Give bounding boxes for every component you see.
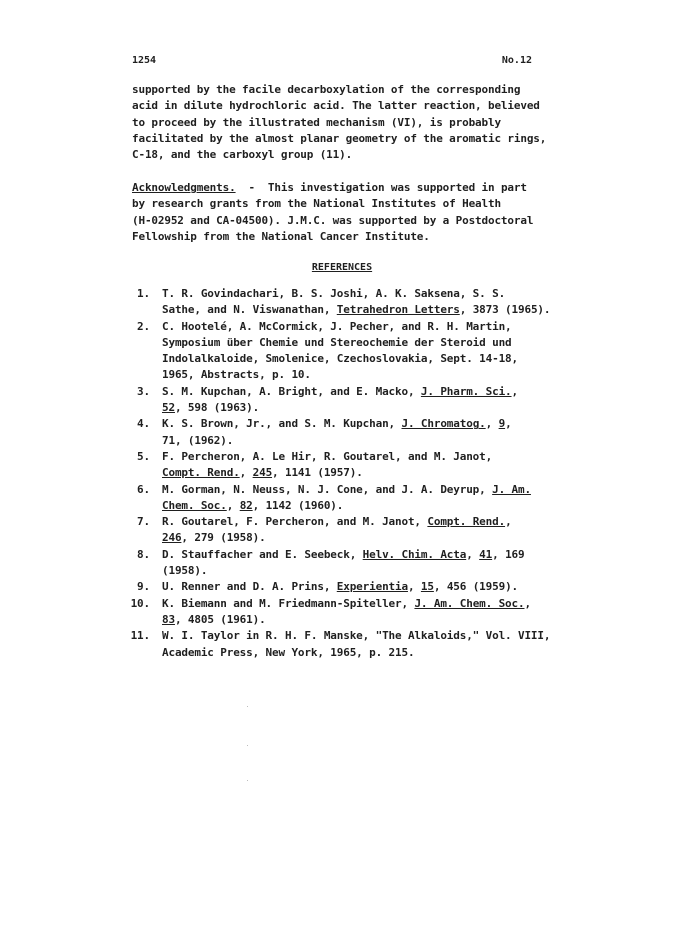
citation-source: Tetrahedron Letters: [336, 303, 460, 317]
reference-text: Indolalkaloide, Smolenice, Czechoslovakia, Sept. 14-18,: [162, 352, 518, 366]
references-title: REFERENCES: [311, 262, 373, 273]
text-line: facilitated by the almost planar geometry of the aromatic rings,: [132, 131, 547, 145]
reference-text: ,: [505, 417, 512, 431]
reference-line: [162, 482, 568, 498]
citation-source: 246: [162, 531, 182, 545]
reference-line: [162, 645, 568, 661]
reference-text: K. Biemann and M. Friedmann-Spiteller,: [162, 596, 415, 610]
reference-number: 2.: [137, 319, 150, 333]
text-line: by research grants from the National Institutes of Health: [132, 197, 501, 211]
citation-source: 83: [162, 612, 175, 626]
reference-text: C. Hootelé, A. McCormick, J. Pecher, and R. H. Martin,: [162, 319, 512, 333]
citation-source: J. Am. Chem. Soc.: [414, 596, 525, 610]
reference-text: ,: [505, 515, 512, 529]
reference-text: U. Renner and D. A. Prins,: [162, 580, 337, 594]
reference-line: [162, 400, 568, 416]
reference-item: [118, 449, 568, 482]
reference-text: , 3873 (1965).: [459, 303, 551, 317]
reference-text: D. Stauffacher and E. Seebeck,: [162, 547, 363, 561]
reference-text: M. Gorman, N. Neuss, N. J. Cone, and J. A. Deyrup,: [162, 482, 493, 496]
reference-item: [118, 628, 568, 661]
citation-source: 9: [498, 417, 506, 431]
text-line: Fellowship from the National Cancer Institute.: [132, 229, 430, 243]
reference-text: 1965, Abstracts, p. 10.: [162, 368, 311, 382]
scan-speck: [247, 780, 248, 781]
reference-text: , 1141 (1957).: [272, 466, 363, 480]
page-number: 1254: [132, 55, 157, 66]
reference-text: R. Goutarel, F. Percheron, and M. Janot,: [162, 515, 428, 529]
citation-source: 15: [420, 580, 434, 594]
reference-line: [162, 563, 568, 579]
acknowledgments-paragraph: [132, 180, 552, 245]
reference-number: 5.: [137, 449, 150, 463]
reference-text: ,: [466, 547, 480, 561]
citation-source: Compt. Rend.: [162, 466, 240, 480]
text-line: to proceed by the illustrated mechanism (VI), is probably: [132, 115, 501, 129]
citation-source: Experientia: [336, 580, 408, 594]
body-paragraph: [132, 82, 552, 163]
reference-text: (1958).: [162, 564, 208, 578]
text-line: C-18, and the carboxyl group (11).: [132, 148, 353, 162]
reference-text: , 279 (1958).: [181, 531, 266, 545]
reference-item: [118, 416, 568, 449]
reference-line: [162, 530, 568, 546]
reference-text: W. I. Taylor in R. H. F. Manske, "The Alkaloids," Vol. VIII,: [162, 629, 551, 643]
reference-line: [162, 579, 568, 595]
reference-item: [118, 384, 568, 417]
reference-number: 11.: [130, 629, 150, 643]
reference-text: K. S. Brown, Jr., and S. M. Kupchan,: [162, 417, 402, 431]
reference-text: Symposium über Chemie und Stereochemie der Steroid und: [162, 335, 512, 349]
acknowledgments-heading: Acknowledgments.: [132, 181, 236, 194]
reference-line: [162, 433, 568, 449]
citation-source: 245: [252, 466, 273, 480]
reference-number: 7.: [137, 515, 150, 529]
reference-text: ,: [239, 466, 253, 480]
reference-line: [162, 286, 568, 302]
citation-source: J. Pharm. Sci.: [420, 384, 512, 398]
reference-line: [162, 367, 568, 383]
journal-issue: No.12: [501, 55, 532, 66]
citation-source: J. Am.: [492, 482, 531, 496]
reference-text: ,: [485, 417, 499, 431]
citation-source: J. Chromatog.: [401, 417, 486, 431]
reference-line: [162, 416, 568, 432]
reference-number: 6.: [137, 482, 150, 496]
reference-text: ,: [226, 498, 240, 512]
text-line: [132, 180, 552, 196]
citation-source: 41: [479, 547, 493, 561]
reference-number: 4.: [137, 417, 150, 431]
reference-item: [118, 579, 568, 595]
citation-source: 82: [239, 498, 253, 512]
reference-text: F. Percheron, A. Le Hir, R. Goutarel, and M. Janot,: [162, 449, 493, 463]
reference-number: 3.: [137, 384, 150, 398]
citation-source: Helv. Chim. Acta: [362, 547, 467, 561]
reference-text: ,: [524, 596, 531, 610]
reference-line: [162, 319, 568, 335]
reference-item: [118, 596, 568, 629]
reference-line: [162, 351, 568, 367]
reference-line: [162, 547, 568, 563]
text-line: acid in dilute hydrochloric acid. The latter reaction, believed: [132, 99, 540, 113]
reference-line: [162, 596, 568, 612]
reference-text: ,: [407, 580, 421, 594]
reference-line: [162, 612, 568, 628]
reference-line: [162, 302, 568, 318]
reference-text: Academic Press, New York, 1965, p. 215.: [162, 645, 415, 659]
citation-source: Compt. Rend.: [427, 515, 506, 529]
reference-item: [118, 319, 568, 384]
text-line: (H-02952 and CA-04500). J.M.C. was supported by a Postdoctoral: [132, 213, 534, 227]
text-line: supported by the facile decarboxylation of the corresponding: [132, 83, 521, 96]
reference-text: S. M. Kupchan, A. Bright, and E. Macko,: [162, 384, 421, 398]
reference-text: , 169: [492, 547, 525, 561]
reference-text: , 4805 (1961).: [174, 612, 266, 626]
citation-source: Chem. Soc.: [162, 498, 227, 512]
reference-text: , 598 (1963).: [174, 401, 260, 415]
reference-item: [118, 286, 568, 319]
reference-text: T. R. Govindachari, B. S. Joshi, A. K. Saksena, S. S.: [162, 287, 506, 300]
citation-source: 52: [162, 401, 175, 415]
reference-line: [162, 335, 568, 351]
acknowledgments-text: - This investigation was supported in part: [235, 181, 527, 194]
reference-number: 1.: [137, 287, 150, 300]
reference-line: [162, 498, 568, 514]
scan-speck: [247, 745, 248, 746]
reference-line: [162, 384, 568, 400]
reference-item: [118, 547, 568, 580]
reference-line: [162, 465, 568, 481]
reference-text: Sathe, and N. Viswanathan,: [162, 303, 337, 317]
reference-item: [118, 482, 568, 515]
page-header: [132, 55, 532, 71]
reference-line: [162, 449, 568, 465]
reference-text: , 1142 (1960).: [252, 498, 344, 512]
reference-number: 9.: [137, 580, 150, 594]
reference-text: ,: [511, 384, 519, 398]
scan-speck: [247, 706, 248, 707]
reference-number: 10.: [130, 596, 150, 610]
reference-text: , 456 (1959).: [433, 580, 519, 594]
reference-item: [118, 514, 568, 547]
reference-line: [162, 514, 568, 530]
reference-number: 8.: [137, 547, 150, 561]
reference-line: [162, 628, 568, 644]
references-list: [118, 286, 568, 661]
reference-text: 71, (1962).: [162, 433, 234, 447]
